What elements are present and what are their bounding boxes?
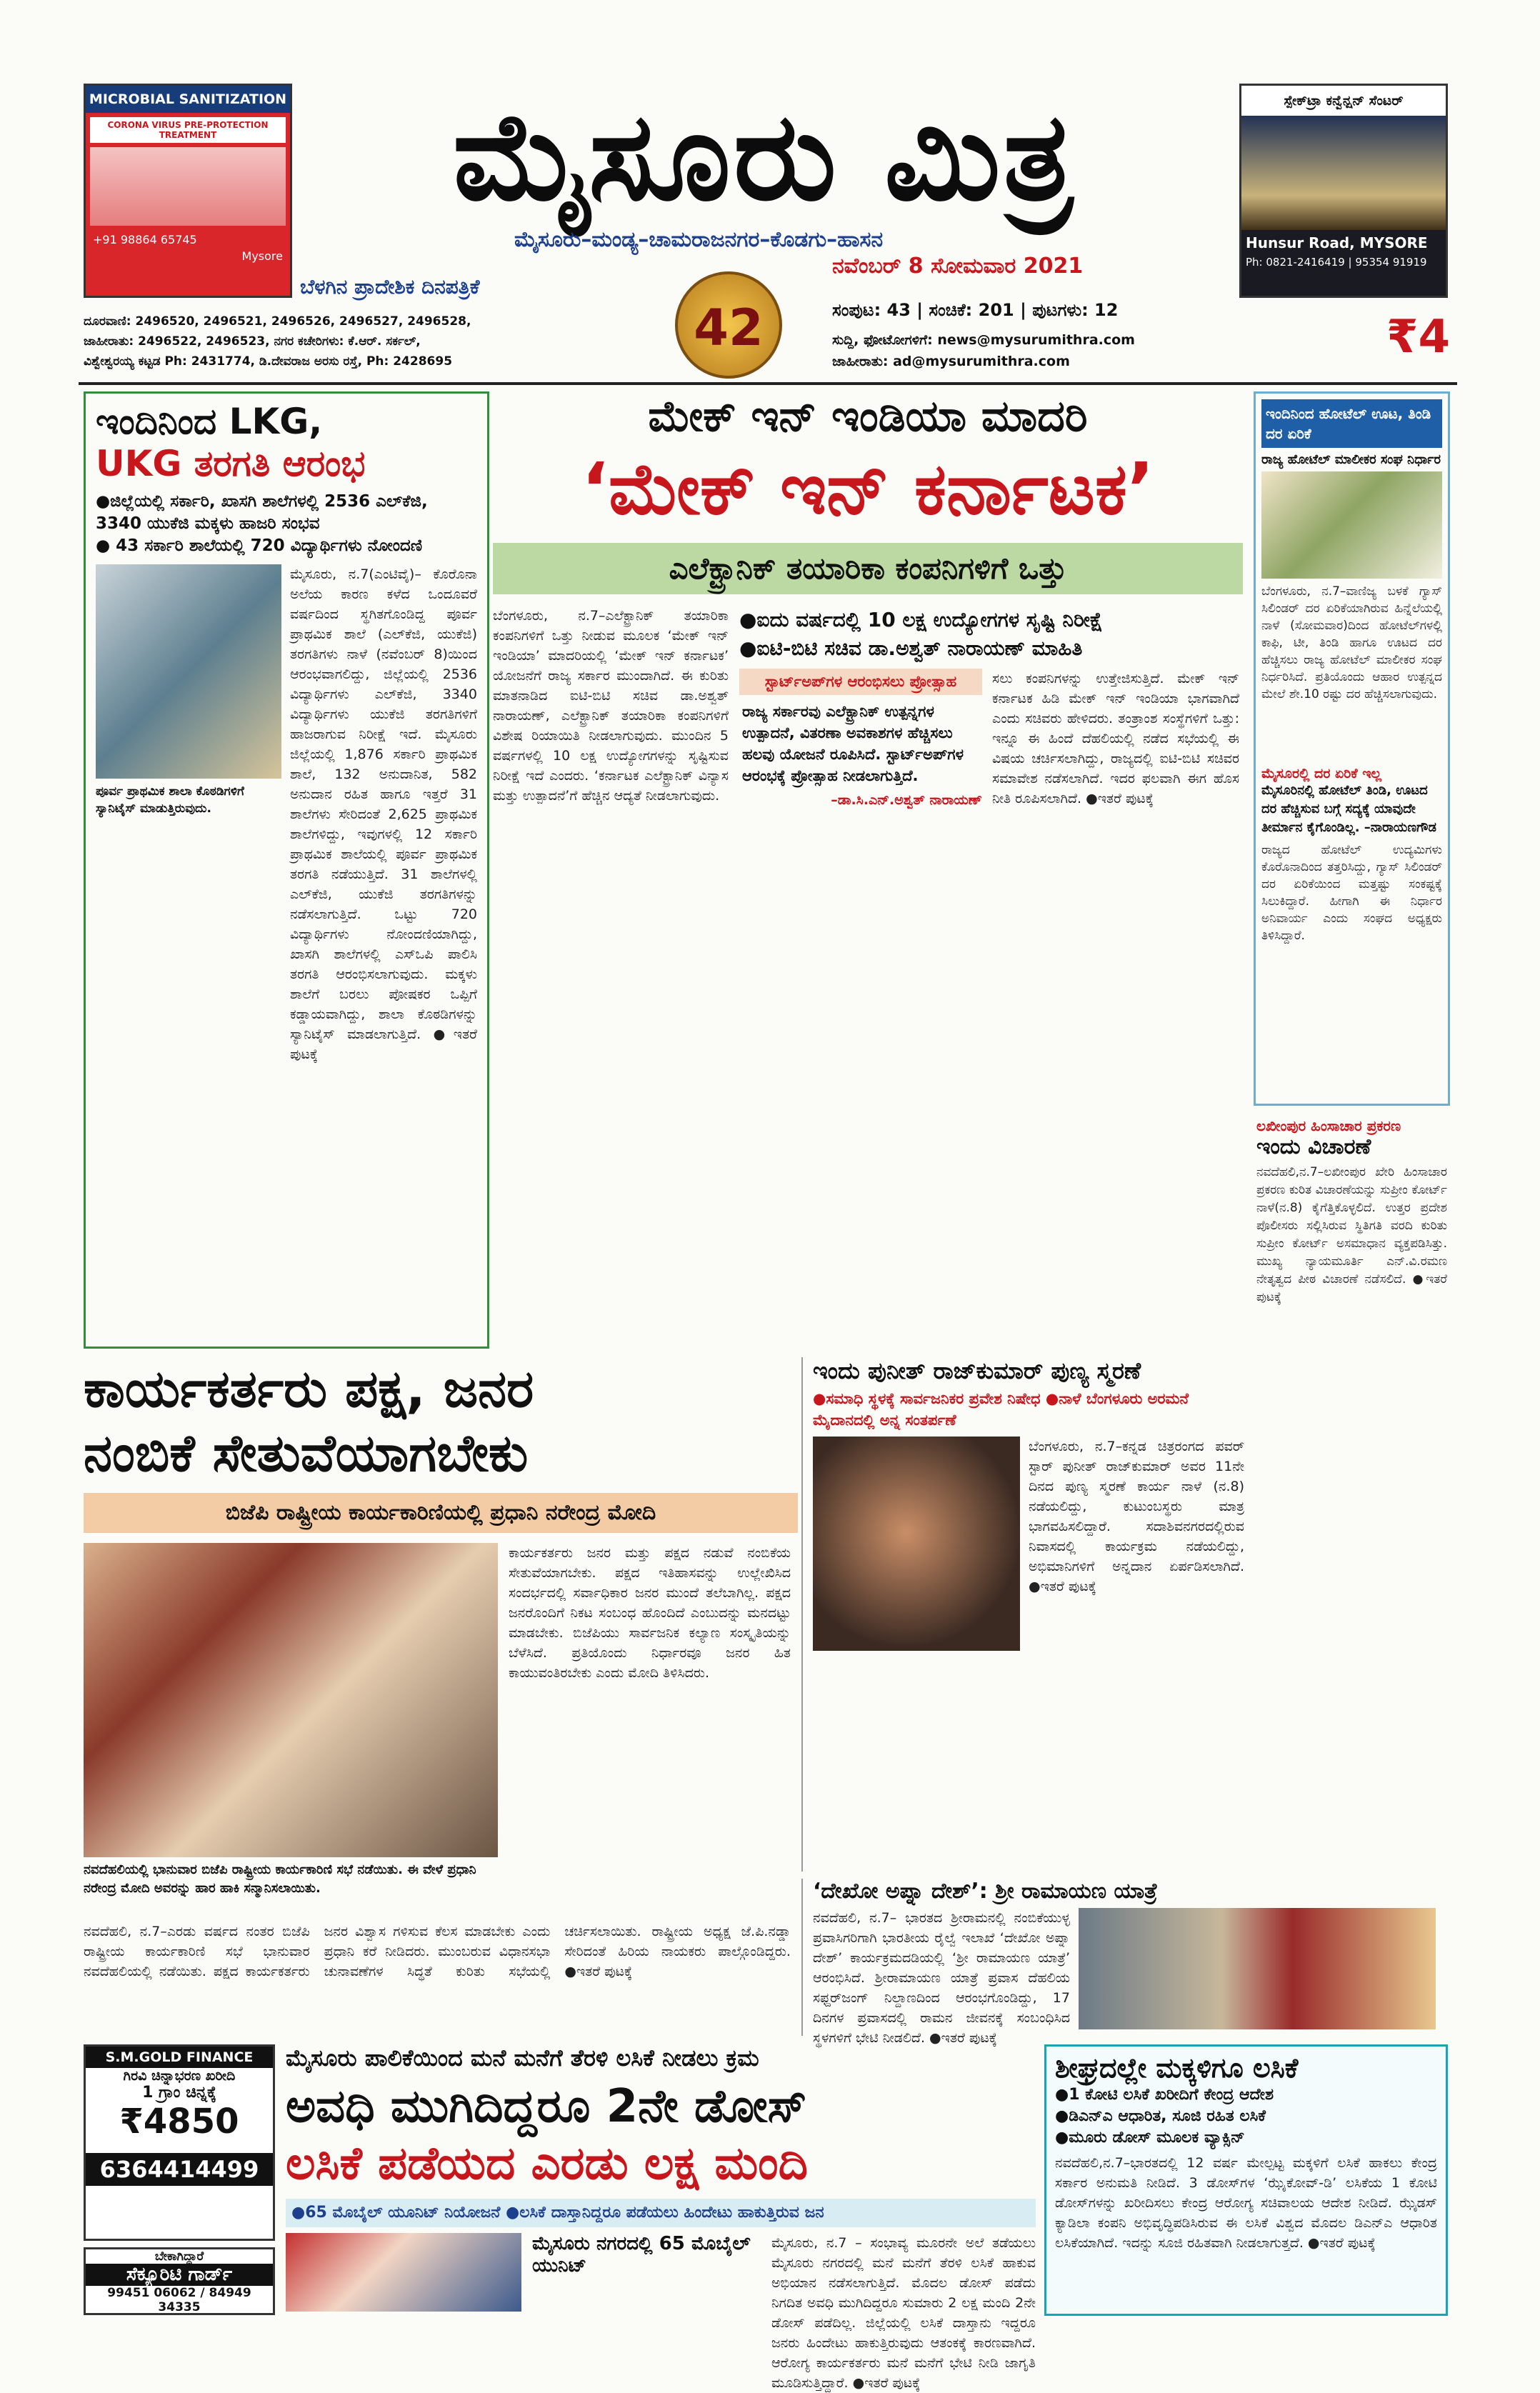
bjp-photo (84, 1543, 498, 1857)
ad-convention-center[interactable] (1239, 84, 1448, 298)
lakhimpur-text: ನವದೆಹಲಿ,ನ.7–ಲಖೀಂಪುರ ಖೇರಿ ಹಿಂಸಾಚಾರ ಪ್ರಕರಣ ಕುರಿತ ವಿಚಾರಣೆಯನ್ನು ಸುಪ್ರೀಂ ಕೋರ್ಟ್ ನಾಳೆ(ನ.8) ಕೈಗೆತ್ತಿಕೊಳ್ಳಲಿದೆ. ಉತ್ತರ ಪ್ರದೇಶ ಪೊಲೀಸರು ಸಲ್ಲಿಸಿರುವ ಸ್ಥಿತಿಗತಿ ವರದಿ ಕುರಿತು ಸುಪ್ರೀಂ ಕೋರ್ಟ್ ಅಸಮಾಧಾನ ವ್ಯಕ್ತಪಡಿಸಿತ್ತು. ಮುಖ್ಯ ನ್ಯಾಯಮೂರ್ತಿ ಎನ್.ವಿ.ರಮಣ ನೇತೃತ್ವದ ಪೀಠ ವಿಚಾರಣೆ ನಡೆಸಲಿದೆ. ●ಇತರೆ ಪುಟಕ್ಕೆ (1256, 1165, 1447, 1304)
ad-gold1-price: ₹4850 (119, 2102, 239, 2142)
make-in-text-1: ಬೆಂಗಳೂರು, ನ.7–ಎಲೆಕ್ಟ್ರಾನಿಕ್ ತಯಾರಿಕಾ ಕಂಪನಿಗಳಿಗೆ ಒತ್ತು ನೀಡುವ ಮೂಲಕ ‘ಮೇಕ್ ಇನ್ ಇಂಡಿಯಾ’ ಮಾದರಿಯಲ್ಲಿ ‘ಮೇಕ್ ಇನ್ ಕರ್ನಾಟಕ’ ಯೋಜನೆಗೆ ರಾಜ್ಯ ಸರ್ಕಾರ ಮುಂದಾಗಿದೆ. ಈ ಕುರಿತು ಮಾತನಾಡಿದ ಐಟಿ-ಬಿಟಿ ಸಚಿವ ಡಾ.ಅಶ್ವತ್ ನಾರಾಯಣ್, ಎಲೆಕ್ಟ್ರಾನಿಕ್ ತಯಾರಿಕಾ ಕಂಪನಿಗಳಿಗೆ ವಿಶೇಷ ರಿಯಾಯಿತಿ ನೀಡಲಾಗುವುದು. ಮುಂದಿನ 5 ವರ್ಷಗಳಲ್ಲಿ 10 ಲಕ್ಷ ಉದ್ಯೋಗಗಳನ್ನು ಸೃಷ್ಟಿಸುವ ನಿರೀಕ್ಷೆ ಇದೆ ಎಂದರು. ‘ಕರ್ನಾಟಕ ಎಲೆಕ್ಟ್ರಾನಿಕ್ ವಿನ್ಯಾಸ ಮತ್ತು ಉತ್ಪಾದನೆ’ಗೆ ಹೆಚ್ಚಿನ ಆದ್ಯತೆ ನೀಡಲಾಗುವುದು. (493, 608, 729, 804)
lkg-story (84, 391, 489, 1349)
ad-convention-title: ಸ್ಪೇಕ್‌ಟ್ರಾ ಕನ್ವೆನ್ಷನ್ ಸೆಂಟರ್ (1241, 86, 1446, 116)
make-in-text-2: ಸಲು ಕಂಪನಿಗಳನ್ನು ಉತ್ತೇಜಿಸುತ್ತಿದೆ. ಮೇಕ್ ಇನ್ ಕರ್ನಾಟಕ ಹಿಡಿ ಮೇಕ್ ಇನ್ ಇಂಡಿಯಾ ಭಾಗವಾಗಿದೆ ಎಂದು ಸಚಿವರು ಹೇಳಿದರು. ತಂತ್ರಾಂಶ ಸಂಸ್ಥೆಗಳಿಗೆ ಒತ್ತು: ಇನ್ನೂ ಈ ಹಿಂದೆ ದೆಹಲಿಯಲ್ಲಿ ನಡೆದ ಸಭೆಯಲ್ಲಿ ಈ ವಿಷಯ ಚರ್ಚಿಸಲಾಗಿದ್ದು, ರಾಜ್ಯದಲ್ಲಿ ಐಟಿ-ಬಿಟಿ ಸಚಿವರ ಸಮಾವೇಶ ನಡೆಸಲಾಗಿದೆ. ಇದರ ಫಲವಾಗಿ ಈಗ ಹೊಸ ನೀತಿ ರೂಪಿಸಲಾಗಿದೆ. ●ಇತರೆ ಪುಟಕ್ಕೆ (992, 671, 1239, 806)
hotel-mysuru-head: ಮೈಸೂರಲ್ಲಿ ದರ ಏರಿಕೆ ಇಲ್ಲ (1261, 766, 1382, 781)
issue-number: ಸಂಚಿಕೆ: 201 (929, 300, 1014, 320)
ad-sanitization-sub: CORONA VIRUS PRE-PROTECTION TREATMENT (90, 117, 286, 143)
hotel-story (1254, 391, 1450, 1106)
page-count: ಪುಟಗಳು: 12 (1032, 300, 1119, 320)
volume: ಸಂಪುಟ: 43 (832, 300, 911, 320)
kids-head: ಶೀಘ್ರದಲ್ಲೇ ಮಕ್ಕಳಿಗೂ ಲಸಿಕೆ (1055, 2052, 1299, 2084)
bjp-head-2: ನಂಬಿಕೆ ಸೇತುವೆಯಾಗಬೇಕು (84, 1423, 529, 1483)
puneeth-story (801, 1357, 1244, 1872)
vaccine-head-1: ಅವಧಿ ಮುಗಿದಿದ್ದರೂ 2ನೇ ಡೋಸ್ (286, 2080, 807, 2133)
masthead-districts: ಮೈಸೂರು–ಮಂಡ್ಯ–ಚಾಮರಾಜನಗರ–ಕೊಡಗು–ಹಾಸನ (514, 227, 884, 252)
ramayana-text: ನವದೆಹಲಿ, ನ.7– ಭಾರತದ ಶ್ರೀರಾಮನಲ್ಲಿ ನಂಬಿಕೆಯುಳ್ಳ ಪ್ರವಾಸಿಗರಿಗಾಗಿ ಭಾರತೀಯ ರೈಲ್ವೆ ಇಲಾಖೆ ‘ದೇಖೋ ಅಪ್ನಾ ದೇಶ್’ ಕಾರ್ಯಕ್ರಮದಡಿಯಲ್ಲಿ ‘ಶ್ರೀ ರಾಮಾಯಣ ಯಾತ್ರೆ’ ಆರಂಭಿಸಿದೆ. ಶ್ರೀರಾಮಾಯಣ ಯಾತ್ರೆ ಪ್ರವಾಸ ದೆಹಲಿಯ ಸಫ್ದರ್‌ಜಂಗ್ ನಿಲ್ದಾಣದಿಂದ ಆರಂಭಗೊಂಡಿದ್ದು, 17 ದಿನಗಳ ಪ್ರವಾಸದಲ್ಲಿ ರಾಮನ ಜೀವನಕ್ಕೆ ಸಂಬಂಧಿಸಿದ ಸ್ಥಳಗಳಿಗೆ ಭೇಟಿ ನೀಡಲಿದೆ. ●ಇತರೆ ಪುಟಕ್ಕೆ (813, 1910, 1070, 2046)
ad-sanitization-image (90, 147, 286, 226)
lakhimpur-head: ಇಂದು ವಿಚಾರಣೆ (1256, 1134, 1371, 1159)
puneeth-text: ಬೆಂಗಳೂರು, ನ.7–ಕನ್ನಡ ಚಿತ್ರರಂಗದ ಪವರ್ ಸ್ಟಾರ್ ಪುನೀತ್ ರಾಜ್‌ಕುಮಾರ್ ಅವರ 11ನೇ ದಿನದ ಪುಣ್ಯ ಸ್ಮರಣೆ ಕಾರ್ಯ ನಾಳೆ (ನ.8) ನಡೆಯಲಿದ್ದು, ಕುಟುಂಬಸ್ಥರು ಮಾತ್ರ ಭಾಗವಹಿಸಲಿದ್ದಾರೆ. ಸದಾಶಿವನಗರದಲ್ಲಿರುವ ನಿವಾಸದಲ್ಲಿ ಕಾರ್ಯಕ್ರಮ ನಡೆಯಲಿದ್ದು, ಅಭಿಮಾನಿಗಳಿಗೆ ಅನ್ನದಾನ ಏರ್ಪಡಿಸಲಾಗಿದೆ. ●ಇತರೆ ಪುಟಕ್ಕೆ (1029, 1439, 1244, 1594)
vaccine-head-2: ಲಸಿಕೆ ಪಡೆಯದ ಎರಡು ಲಕ್ಷ ಮಂದಿ (286, 2137, 808, 2190)
ad-security-guard[interactable] (84, 2247, 275, 2315)
vaccine-kicker: ಮೈಸೂರು ಪಾಲಿಕೆಯಿಂದ ಮನೆ ಮನೆಗೆ ತೆರಳಿ ಲಸಿಕೆ ನೀಡಲು ಕ್ರಮ (286, 2044, 759, 2072)
hotel-food-photo (1261, 471, 1442, 579)
ad-convention-phone: Ph: 0821-2416419 | 95354 91919 (1246, 256, 1427, 269)
puneeth-bullets: ●ಸಮಾಧಿ ಸ್ಥಳಕ್ಕೆ ಸಾರ್ವಜನಿಕರ ಪ್ರವೇಶ ನಿಷೇಧ ●ನಾಳೆ ಬೆಂಗಳೂರು ಅರಮನೆ ಮೈದಾನದಲ್ಲಿ ಅನ್ನ ಸಂತರ್ಪಣೆ (813, 1390, 1189, 1429)
issue-info: ಸಂಪುಟ: 43 | ಸಂಚಿಕೆ: 201 | ಪುಟಗಳು: 12 (832, 300, 1119, 320)
lkg-text: ಮೈಸೂರು, ನ.7(ಎಂಟಿವೈ)– ಕೊರೊನಾ ಅಲೆಯ ಕಾರಣ ಕಳೆದ ಒಂದೂವರೆ ವರ್ಷದಿಂದ ಸ್ಥಗಿತಗೊಂಡಿದ್ದ ಪೂರ್ವ ಪ್ರಾಥಮಿಕ ಶಾಲೆ (ಎಲ್‌ಕೆಜಿ, ಯುಕೆಜಿ) ತರಗತಿಗಳು ನಾಳೆ (ನವೆಂಬರ್ 8)ಯಿಂದ ಆರಂಭವಾಗಲಿದ್ದು, ಜಿಲ್ಲೆಯಲ್ಲಿ 2536 ವಿದ್ಯಾರ್ಥಿಗಳು ಎಲ್‌ಕೆಜಿ, 3340 ವಿದ್ಯಾರ್ಥಿಗಳು ಯುಕೆಜಿ ತರಗತಿಗಳಿಗೆ ಹಾಜರಾಗುವ ನಿರೀಕ್ಷೆ ಇದೆ. ಮೈಸೂರು ಜಿಲ್ಲೆಯಲ್ಲಿ 1,876 ಸರ್ಕಾರಿ ಪ್ರಾಥಮಿಕ ಶಾಲೆ, 132 ಅನುದಾನಿತ, 582 ಅನುದಾನ ರಹಿತ ಹಾಗೂ ಇತ್ತರೆ 31 ಶಾಲೆಗಳು ಸೇರಿದಂತೆ 2,625 ಪ್ರಾಥಮಿಕ ಶಾಲೆಗಳಿದ್ದು, ಇವುಗಳಲ್ಲಿ 12 ಸರ್ಕಾರಿ ಪ್ರಾಥಮಿಕ ಶಾಲೆಯಲ್ಲಿ ಪೂರ್ವ ಪ್ರಾಥಮಿಕ ತರಗತಿ ನಡೆಯುತ್ತಿದೆ. 31 ಶಾಲೆಗಳಲ್ಲಿ ಎಲ್‌ಕೆಜಿ, ಯುಕೆಜಿ ತರಗತಿಗಳನ್ನು ನಡೆಸಲಾಗುತ್ತಿದೆ. ಒಟ್ಟು 720 ವಿದ್ಯಾರ್ಥಿಗಳು ನೋಂದಣಿಯಾಗಿದ್ದು, ಖಾಸಗಿ ಶಾಲೆಗಳಲ್ಲಿ ಎಸ್‌ಒಪಿ ಪಾಲಿಸಿ ತರಗತಿ ಆರಂಭಿಸಲಾಗುವುದು. ಮಕ್ಕಳು ಶಾಲೆಗೆ ಬರಲು ಪೋಷಕರ ಒಪ್ಪಿಗೆ ಕಡ್ಡಾಯವಾಗಿದ್ದು, ಶಾಲಾ ಕೊಠಡಿಗಳನ್ನು ಸ್ಯಾನಿಟೈಸ್ ಮಾಡಲಾಗುತ್ತಿದೆ. ●ಇತರೆ ಪುಟಕ್ಕೆ (290, 566, 477, 1062)
make-in-kicker: ಮೇಕ್ ಇನ್ ಇಂಡಿಯಾ ಮಾದರಿ (648, 391, 1088, 441)
ad-gold-finance-1[interactable] (84, 2044, 275, 2241)
price: ₹4 (1386, 311, 1450, 364)
phone-line-1: ದೂರವಾಣಿ: 2496520, 2496521, 2496526, 2496527, 2496528, (84, 314, 471, 329)
phone-line-3: ವಿಶ್ವೇಶ್ವರಯ್ಯ ಕಟ್ಟಡ Ph: 2431774, ಡಿ.ದೇವರಾಜ ಅರಸು ರಸ್ತೆ, Ph: 2428695 (84, 354, 453, 369)
masthead-tagline: ಬೆಳಗಿನ ಪ್ರಾದೇಶಿಕ ದಿನಪತ್ರಿಕೆ (300, 275, 480, 299)
ad-gold1-title: S.M.GOLD FINANCE (86, 2047, 273, 2068)
bjp-caption: ನವದೆಹಲಿಯಲ್ಲಿ ಭಾನುವಾರ ಬಿಜೆಪಿ ರಾಷ್ಟ್ರೀಯ ಕಾರ್ಯಕಾರಿಣಿ ಸಭೆ ನಡೆಯಿತು. ಈ ವೇಳೆ ಪ್ರಧಾನಿ ನರೇಂದ್ರ ಮೋದಿ ಅವರನ್ನು ಹಾರ ಹಾಕಿ ಸನ್ಮಾನಿಸಲಾಯಿತು. (84, 1862, 476, 1896)
ramayana-head: ‘ದೇಖೋ ಅಪ್ನಾ ದೇಶ್’: ಶ್ರೀ ರಾಮಾಯಣ ಯಾತ್ರೆ (813, 1879, 1158, 1904)
lakhimpur-kicker: ಲಖೀಂಪುರ ಹಿಂಸಾಚಾರ ಪ್ರಕರಣ (1256, 1117, 1401, 1134)
kids-vaccine-story (1044, 2044, 1448, 2316)
ad-sanitization-phone: +91 98864 65745 (93, 233, 197, 246)
ad-convention-address: Hunsur Road, MYSORE (1246, 234, 1428, 251)
puneeth-head: ಇಂದು ಪುನೀತ್ ರಾಜ್‌ಕುಮಾರ್ ಪುಣ್ಯ ಸ್ಮರಣೆ (813, 1357, 1141, 1384)
masthead-date: ನವೆಂಬರ್ 8 ಸೋಮವಾರ 2021 (832, 254, 1084, 279)
lkg-photo (96, 564, 281, 779)
news-email[interactable]: ಸುದ್ದಿ, ಫೋಟೋಗಳಿಗೆ: news@mysurumithra.com (832, 332, 1135, 348)
hotel-text: ಬೆಂಗಳೂರು, ನ.7–ವಾಣಿಜ್ಯ ಬಳಕೆ ಗ್ಯಾಸ್ ಸಿಲಿಂಡರ್ ದರ ಏರಿಕೆಯಾಗಿರುವ ಹಿನ್ನೆಲೆಯಲ್ಲಿ ನಾಳೆ (ಸೋಮವಾರ)ದಿಂದ ಹೋಟೆಲ್‌ಗಳಲ್ಲಿ ಕಾಫಿ, ಟೀ, ತಿಂಡಿ ಹಾಗೂ ಊಟದ ದರ ಹೆಚ್ಚಿಸಲು ರಾಜ್ಯ ಹೋಟೆಲ್ ಮಾಲೀಕರ ಸಂಘ ನಿರ್ಧರಿಸಿದೆ. ಪ್ರತಿಯೊಂದು ಆಹಾರ ಉತ್ಪನ್ನದ ಮೇಲೆ ಶೇ.10 ರಷ್ಟು ದರ ಹೆಚ್ಚಿಸಲಾಗುವುದು. (1261, 584, 1442, 701)
kids-bullet-1: ●1 ಕೋಟಿ ಲಸಿಕೆ ಖರೀದಿಗೆ ಕೇಂದ್ರ ಆದೇಶ (1055, 2086, 1274, 2104)
make-in-quote-head: ಸ್ಟಾರ್ಟ್‌ಅಪ್‌ಗಳ ಆರಂಭಿಸಲು ಪ್ರೋತ್ಸಾಹ (739, 669, 982, 695)
bjp-text-1: ಕಾರ್ಯಕರ್ತರು ಜನರ ಮತ್ತು ಪಕ್ಷದ ನಡುವೆ ನಂಬಿಕೆಯ ಸೇತುವೆಯಾಗಬೇಕು. ಪಕ್ಷದ ಇತಿಹಾಸವನ್ನು ಉಲ್ಲೇಖಿಸಿದ ಸಂದರ್ಭದಲ್ಲಿ ಸರ್ವಾಧಿಕಾರ ಜನರ ಮುಂದೆ ತಲೆಬಾಗಿಲ್ಲ. ಪಕ್ಷದ ಜನರೊಂದಿಗೆ ನಿಕಟ ಸಂಬಂಧ ಹೊಂದಿದೆ ಎಂಬುದನ್ನು ಮನದಟ್ಟು ಮಾಡಬೇಕು. ಬಿಜೆಪಿಯು ಸಾರ್ವಜನಿಕ ಕಲ್ಯಾಣ ಸಂಸ್ಕೃತಿಯನ್ನು ಬೆಳೆಸಿದೆ. ಪ್ರತಿಯೊಂದು ನಿರ್ಧಾರವೂ ಜನರ ಹಿತ ಕಾಯುವಂತಿರಬೇಕು ಎಂದು ಮೋದಿ ತಿಳಿಸಿದರು. (509, 1545, 791, 1681)
ad-email[interactable]: ಜಾಹೀರಾತು: ad@mysurumithra.com (832, 354, 1070, 369)
lakhimpur-story (1254, 1114, 1450, 1607)
make-in-story (493, 606, 1243, 1349)
bjp-text-2: ನವದೆಹಲಿ, ನ.7–ಎರಡು ವರ್ಷದ ನಂತರ ಬಿಜೆಪಿ ರಾಷ್ಟ್ರೀಯ ಕಾರ್ಯಕಾರಿಣಿ ಸಭೆ ಭಾನುವಾರ ನವದೆಹಲಿಯಲ್ಲಿ ನಡೆಯಿತು. ಪಕ್ಷದ ಕಾರ್ಯಕರ್ತರು ಜನರ ವಿಶ್ವಾಸ ಗಳಿಸುವ ಕೆಲಸ ಮಾಡಬೇಕು ಎಂದು ಪ್ರಧಾನಿ ಕರೆ ನೀಡಿದರು. ಮುಂಬರುವ ವಿಧಾನಸಭಾ ಚುನಾವಣೆಗಳ ಸಿದ್ಧತೆ ಕುರಿತು ಸಭೆಯಲ್ಲಿ ಚರ್ಚಿಸಲಾಯಿತು. ರಾಷ್ಟ್ರೀಯ ಅಧ್ಯಕ್ಷ ಜೆ.ಪಿ.ನಡ್ಡಾ ಸೇರಿದಂತೆ ಹಿರಿಯ ನಾಯಕರು ಪಾಲ್ಗೊಂಡಿದ್ದರು. ●ಇತರೆ ಪುಟಕ್ಕೆ (84, 1924, 791, 1979)
phone-line-2: ಜಾಹೀರಾತು: 2496522, 2496523, ನಗರ ಕಚೇರಿಗಳು: ಕೆ.ಆರ್. ಸರ್ಕಲ್, (84, 334, 421, 349)
ad-gold1-line1: ಗಿರವಿ ಚಿನ್ನಾಭರಣ ಖರೀದಿ (123, 2068, 236, 2084)
make-in-quote-by: –ಡಾ.ಸಿ.ಎನ್.ಅಶ್ವತ್ ನಾರಾಯಣ್ (831, 792, 982, 808)
kids-bullet-2: ●ಡಿಎನ್‌ಎ ಆಧಾರಿತ, ಸೂಜಿ ರಹಿತ ಲಸಿಕೆ (1055, 2107, 1266, 2125)
make-in-headline: ‘ಮೇಕ್ ಇನ್ ಕರ್ನಾಟಕ’ (581, 447, 1154, 531)
puneeth-photo (813, 1437, 1020, 1651)
masthead-rule (79, 382, 1457, 385)
ad-security-top: ಬೇಕಾಗಿದ್ದಾರೆ (154, 2249, 204, 2264)
anniversary-logo (675, 271, 782, 379)
kids-bullet-3: ●ಮೂರು ಡೋಸ್ ಮೂಲಕ ವ್ಯಾಕ್ಸಿನ್ (1055, 2129, 1245, 2147)
ad-security-title: ಸೆಕ್ಯೂರಿಟಿ ಗಾರ್ಡ್ (86, 2264, 273, 2286)
ad-security-phone: 99451 06062 / 84949 34335 (107, 2286, 251, 2314)
lkg-head-1: ಇಂದಿನಿಂದ LKG, (96, 401, 323, 442)
ad-convention-image (1241, 116, 1446, 230)
ad-sanitization-place: Mysore (241, 249, 283, 263)
vaccine-box-head: ಮೈಸೂರು ನಗರದಲ್ಲಿ 65 ಮೊಬೈಲ್ ಯುನಿಟ್ (532, 2233, 751, 2277)
lkg-caption: ಪೂರ್ವ ಪ್ರಾಥಮಿಕ ಶಾಲಾ ಕೊಠಡಿಗಳಿಗೆ ಸ್ಯಾನಿಟೈಸ್ ಮಾಡುತ್ತಿರುವುದು. (96, 784, 244, 816)
make-in-quote: ರಾಜ್ಯ ಸರ್ಕಾರವು ಎಲೆಕ್ಟ್ರಾನಿಕ್ ಉತ್ಪನ್ನಗಳ ಉತ್ಪಾದನೆ, ವಿತರಣಾ ಅವಕಾಶಗಳ ಹೆಚ್ಚಿಸಲು ಹಲವು ಯೋಜನೆ ರೂಪಿಸಿದೆ. ಸ್ಟಾರ್ಟ್‌ಅಪ್‌ಗಳ ಆರಂಭಕ್ಕೆ ಪ್ರೋತ್ಸಾಹ ನೀಡಲಾಗುತ್ತಿದೆ. (742, 703, 964, 784)
ad-sanitization[interactable] (84, 84, 292, 298)
hotel-kicker: ಇಂದಿನಿಂದ ಹೋಟೆಲ್ ಊಟ, ತಿಂಡಿ ದರ ಏರಿಕೆ (1261, 399, 1442, 448)
make-in-bullet-1: ●ಐದು ವರ್ಷದಲ್ಲಿ 10 ಲಕ್ಷ ಉದ್ಯೋಗಗಳ ಸೃಷ್ಟಿ ನಿರೀಕ್ಷೆ (739, 608, 1103, 631)
ad-gold1-line2: 1 ಗ್ರಾಂ ಚಿನ್ನಕ್ಕೆ (142, 2084, 216, 2102)
vaccine-photo (286, 2233, 521, 2312)
vaccine-text: ಮೈಸೂರು, ನ.7 – ಸಂಭಾವ್ಯ ಮೂರನೇ ಅಲೆ ತಡೆಯಲು ಮೈಸೂರು ನಗರದಲ್ಲಿ ಮನೆ ಮನೆಗೆ ತೆರಳಿ ಲಸಿಕೆ ಹಾಕುವ ಅಭಿಯಾನ ನಡೆಸಲಾಗುತ್ತಿದೆ. ಮೊದಲ ಡೋಸ್ ಪಡೆದು ನಿಗದಿತ ಅವಧಿ ಮುಗಿದಿದ್ದರೂ ಸುಮಾರು 2 ಲಕ್ಷ ಮಂದಿ 2ನೇ ಡೋಸ್ ಪಡೆದಿಲ್ಲ. ಜಿಲ್ಲೆಯಲ್ಲಿ ಲಸಿಕೆ ದಾಸ್ತಾನು ಇದ್ದರೂ ಜನರು ಹಿಂದೇಟು ಹಾಕುತ್ತಿರುವುದು ಆತಂಕಕ್ಕೆ ಕಾರಣವಾಗಿದೆ. ಆರೋಗ್ಯ ಕಾರ್ಯಕರ್ತರು ಮನೆ ಮನೆಗೆ ಭೇಟಿ ನೀಡಿ ಜಾಗೃತಿ ಮೂಡಿಸುತ್ತಿದ್ದಾರೆ. ●ಇತರೆ ಪುಟಕ್ಕೆ (771, 2235, 1036, 2391)
ad-sanitization-title: MICROBIAL SANITIZATION (86, 86, 290, 113)
bjp-subhead: ಬಿಜೆಪಿ ರಾಷ್ಟ್ರೀಯ ಕಾರ್ಯಕಾರಿಣಿಯಲ್ಲಿ ಪ್ರಧಾನಿ ನರೇಂದ್ರ ಮೋದಿ (84, 1493, 798, 1533)
masthead-title: ಮೈಸೂರು ಮಿತ್ರ (453, 86, 1076, 228)
lkg-bullet-2: ● 43 ಸರ್ಕಾರಿ ಶಾಲೆಯಲ್ಲಿ 720 ವಿದ್ಯಾರ್ಥಿಗಳು ನೋಂದಣಿ (96, 536, 423, 555)
bjp-head-1: ಕಾರ್ಯಕರ್ತರು ಪಕ್ಷ, ಜನರ (84, 1359, 534, 1419)
hotel-text-2: ರಾಜ್ಯದ ಹೋಟೆಲ್ ಉದ್ಯಮಿಗಳು ಕೊರೊನಾದಿಂದ ತತ್ತರಿಸಿದ್ದು, ಗ್ಯಾಸ್ ಸಿಲಿಂಡರ್ ದರ ಏರಿಕೆಯಿಂದ ಮತ್ತಷ್ಟು ಸಂಕಷ್ಟಕ್ಕೆ ಸಿಲುಕಿದ್ದಾರೆ. ಹೀಗಾಗಿ ಈ ನಿರ್ಧಾರ ಅನಿವಾರ್ಯ ಎಂದು ಸಂಘದ ಅಧ್ಯಕ್ಷರು ತಿಳಿಸಿದ್ದಾರೆ. (1261, 843, 1442, 943)
hotel-sub: ರಾಜ್ಯ ಹೋಟೆಲ್ ಮಾಲೀಕರ ಸಂಘ ನಿರ್ಧಾರ (1261, 452, 1441, 467)
kids-text: ನವದೆಹಲಿ,ನ.7–ಭಾರತದಲ್ಲಿ 12 ವರ್ಷ ಮೇಲ್ಪಟ್ಟ ಮಕ್ಕಳಿಗೆ ಲಸಿಕೆ ಹಾಕಲು ಕೇಂದ್ರ ಸರ್ಕಾರ ಅನುಮತಿ ನೀಡಿದೆ. 3 ಡೋಸ್‌ಗಳ ‘ಝೈಕೋವ್-ಡಿ’ ಲಸಿಕೆಯ 1 ಕೋಟಿ ಡೋಸ್‌ಗಳನ್ನು ಖರೀದಿಸಲು ಕೇಂದ್ರ ಆರೋಗ್ಯ ಸಚಿವಾಲಯ ಆದೇಶ ನೀಡಿದೆ. ಝೈಡಸ್ ಕ್ಯಾಡಿಲಾ ಕಂಪನಿ ಅಭಿವೃದ್ಧಿಪಡಿಸಿರುವ ಈ ಲಸಿಕೆ ವಿಶ್ವದ ಮೊದಲ ಡಿಎನ್‌ಎ ಆಧಾರಿತ ಲಸಿಕೆಯಾಗಿದೆ. ಇದನ್ನು ಸೂಜಿ ರಹಿತವಾಗಿ ನೀಡಲಾಗುತ್ತದೆ. ●ಇತರೆ ಪುಟಕ್ಕೆ (1055, 2155, 1437, 2251)
lkg-head-2: UKG ತರಗತಿ ಆರಂಭ (96, 443, 366, 484)
make-in-bullet-2: ●ಐಟಿ-ಬಿಟಿ ಸಚಿವ ಡಾ.ಅಶ್ವತ್ ನಾರಾಯಣ್ ಮಾಹಿತಿ (739, 636, 1083, 660)
hotel-mysuru-text: ಮೈಸೂರಿನಲ್ಲಿ ಹೋಟೆಲ್ ತಿಂಡಿ, ಊಟದ ದರ ಹೆಚ್ಚಿಸುವ ಬಗ್ಗೆ ಸದ್ಯಕ್ಕೆ ಯಾವುದೇ ತೀರ್ಮಾನ ಕೈಗೊಂಡಿಲ್ಲ. –ನಾರಾಯಣಗೌಡ (1261, 783, 1436, 835)
anniversary-number: 42 (694, 299, 764, 357)
lkg-bullet-1: ●ಜಿಲ್ಲೆಯಲ್ಲಿ ಸರ್ಕಾರಿ, ಖಾಸಗಿ ಶಾಲೆಗಳಲ್ಲಿ 2536 ಎಲ್‌ಕೆಜಿ, 3340 ಯುಕೆಜಿ ಮಕ್ಕಳು ಹಾಜರಿ ಸಂಭವ (96, 492, 428, 533)
ramayana-train-photo (1079, 1908, 1436, 2029)
ad-gold1-phone: 6364414499 (86, 2153, 273, 2186)
make-in-subhead: ಎಲೆಕ್ಟ್ರಾನಿಕ್ ತಯಾರಿಕಾ ಕಂಪನಿಗಳಿಗೆ ಒತ್ತು (493, 543, 1243, 594)
ramayana-story (801, 1879, 1448, 2046)
vaccine-bullets: ●65 ಮೊಬೈಲ್ ಯೂನಿಟ್ ನಿಯೋಜನೆ ●ಲಸಿಕೆ ದಾಸ್ತಾನಿದ್ದರೂ ಪಡೆಯಲು ಹಿಂದೇಟು ಹಾಕುತ್ತಿರುವ ಜನ (286, 2199, 1036, 2227)
